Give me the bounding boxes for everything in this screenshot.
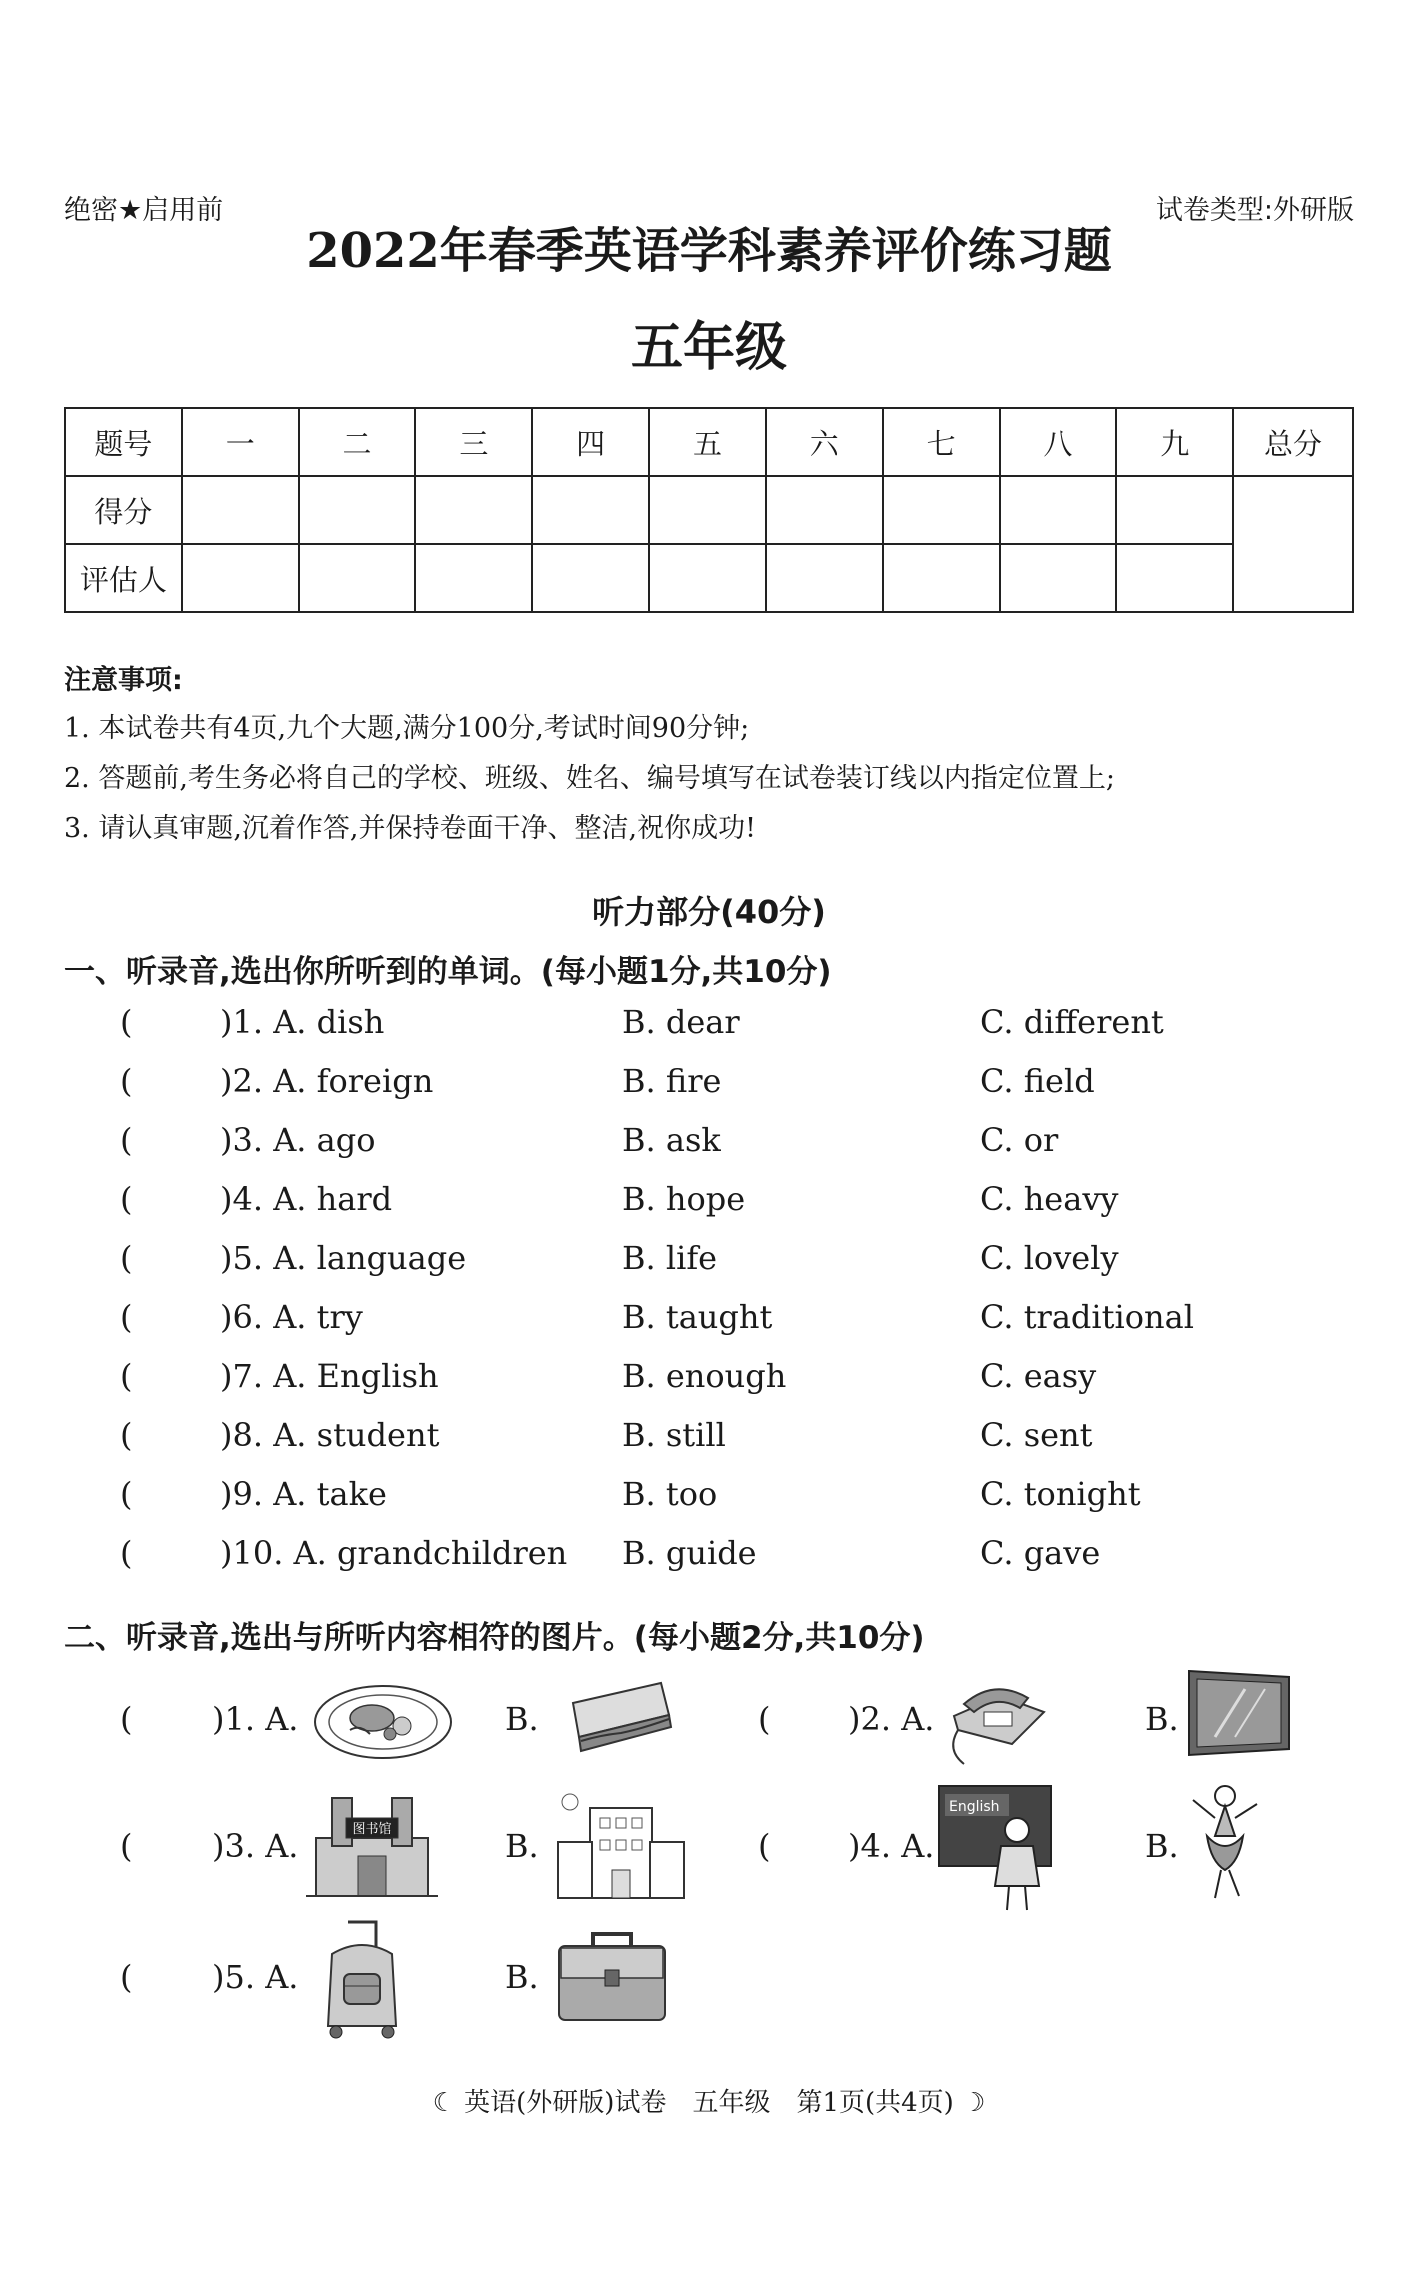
column-header: 三 bbox=[415, 408, 532, 476]
answer-blank[interactable]: ( bbox=[120, 1958, 133, 1996]
listening-part-title: 听力部分(40分) bbox=[592, 893, 826, 931]
option-a: )4. A. hard bbox=[220, 1180, 393, 1218]
answer-blank[interactable]: ( bbox=[120, 1475, 133, 1513]
assessor-row bbox=[65, 544, 1353, 612]
assessor-cell bbox=[415, 544, 532, 612]
food-plate-icon[interactable] bbox=[312, 1680, 454, 1762]
assessor-cell bbox=[766, 544, 883, 612]
assessor-cell bbox=[883, 544, 1000, 612]
question-row bbox=[0, 1534, 1418, 1584]
option-c: C. heavy bbox=[980, 1180, 1119, 1218]
television-icon[interactable] bbox=[1185, 1667, 1293, 1759]
answer-blank[interactable]: ( bbox=[120, 1357, 133, 1395]
option-a: )1. A. dish bbox=[220, 1003, 385, 1041]
grade-title: 五年级 bbox=[630, 317, 787, 378]
footer-ornament-icon: ☾ bbox=[432, 2088, 456, 2118]
option-b: B. life bbox=[622, 1239, 718, 1277]
briefcase-icon[interactable] bbox=[555, 1926, 669, 2024]
row-label: 题号 bbox=[65, 408, 182, 476]
note-item: 1. 本试卷共有4页,九个大题,满分100分,考试时间90分钟; bbox=[64, 713, 750, 744]
column-header: 八 bbox=[1000, 408, 1117, 476]
score-cell bbox=[182, 476, 299, 544]
option-b-label: B. bbox=[1145, 1700, 1179, 1738]
assessor-cell bbox=[649, 544, 766, 612]
option-b: B. enough bbox=[622, 1357, 787, 1395]
answer-blank[interactable]: ( bbox=[120, 1416, 133, 1454]
score-cell bbox=[415, 476, 532, 544]
option-a: )5. A. language bbox=[220, 1239, 467, 1277]
score-cell bbox=[532, 476, 649, 544]
question-label: )5. A. bbox=[212, 1958, 299, 1996]
row-label: 得分 bbox=[65, 476, 182, 544]
score-cell bbox=[883, 476, 1000, 544]
question-row bbox=[0, 1475, 1418, 1525]
option-b: B. taught bbox=[622, 1298, 773, 1336]
section2-title: 二、听录音,选出与所听内容相符的图片。(每小题2分,共10分) bbox=[64, 1620, 925, 1656]
paper-type-label: 试卷类型:外研版 bbox=[1155, 195, 1354, 226]
answer-blank[interactable]: ( bbox=[758, 1827, 771, 1865]
option-a: )2. A. foreign bbox=[220, 1062, 434, 1100]
assessor-cell bbox=[299, 544, 416, 612]
option-b: B. hope bbox=[622, 1180, 746, 1218]
option-c: C. field bbox=[980, 1062, 1095, 1100]
english-teacher-icon[interactable] bbox=[935, 1782, 1055, 1914]
score-cell bbox=[299, 476, 416, 544]
school-building-icon[interactable] bbox=[550, 1788, 692, 1906]
option-b-label: B. bbox=[1145, 1827, 1179, 1865]
column-header: 总分 bbox=[1233, 408, 1353, 476]
answer-blank[interactable]: ( bbox=[120, 1121, 133, 1159]
telephone-icon[interactable] bbox=[940, 1672, 1052, 1772]
score-table-header-row bbox=[65, 408, 1353, 476]
question-row bbox=[0, 1298, 1418, 1348]
question-label: )2. A. bbox=[848, 1700, 935, 1738]
option-c: C. easy bbox=[980, 1357, 1097, 1395]
note-item: 3. 请认真审题,沉着作答,并保持卷面干净、整洁,祝你成功! bbox=[64, 813, 756, 844]
question-row bbox=[0, 1121, 1418, 1171]
option-c: C. different bbox=[980, 1003, 1164, 1041]
column-header: 六 bbox=[766, 408, 883, 476]
board-text: English bbox=[949, 1799, 1000, 1815]
sandwich-icon[interactable] bbox=[565, 1675, 677, 1767]
option-b-label: B. bbox=[505, 1958, 539, 1996]
question-label: )4. A. bbox=[848, 1827, 935, 1865]
library-icon[interactable] bbox=[302, 1790, 442, 1902]
option-a: )9. A. take bbox=[220, 1475, 387, 1513]
option-b: B. too bbox=[622, 1475, 718, 1513]
answer-blank[interactable]: ( bbox=[120, 1534, 133, 1572]
option-c: C. traditional bbox=[980, 1298, 1194, 1336]
exam-title: 2022年春季英语学科素养评价练习题 bbox=[306, 223, 1112, 279]
question-row bbox=[0, 1180, 1418, 1230]
option-c: C. or bbox=[980, 1121, 1059, 1159]
answer-blank[interactable]: ( bbox=[120, 1003, 133, 1041]
answer-blank[interactable]: ( bbox=[120, 1298, 133, 1336]
assessor-cell bbox=[1000, 544, 1117, 612]
footer-ornament-icon: ☽ bbox=[962, 2088, 986, 2118]
column-header: 五 bbox=[649, 408, 766, 476]
option-b: B. dear bbox=[622, 1003, 740, 1041]
answer-blank[interactable]: ( bbox=[120, 1700, 133, 1738]
question-label: )1. A. bbox=[212, 1700, 299, 1738]
assessor-cell bbox=[182, 544, 299, 612]
option-b: B. ask bbox=[622, 1121, 721, 1159]
page-footer bbox=[0, 2082, 1418, 2119]
score-cell bbox=[766, 476, 883, 544]
option-b: B. fire bbox=[622, 1062, 722, 1100]
option-a: )3. A. ago bbox=[220, 1121, 376, 1159]
option-b-label: B. bbox=[505, 1827, 539, 1865]
score-cell bbox=[649, 476, 766, 544]
assessor-cell bbox=[532, 544, 649, 612]
rolling-backpack-icon[interactable] bbox=[318, 1918, 406, 2040]
answer-blank[interactable]: ( bbox=[120, 1180, 133, 1218]
option-a: )10. A. grandchildren bbox=[220, 1534, 568, 1572]
answer-blank[interactable]: ( bbox=[120, 1827, 133, 1865]
question-label: )3. A. bbox=[212, 1827, 299, 1865]
score-row bbox=[65, 476, 1353, 544]
question-row bbox=[0, 1239, 1418, 1289]
column-header: 一 bbox=[182, 408, 299, 476]
assessor-cell bbox=[1116, 544, 1233, 612]
option-c: C. sent bbox=[980, 1416, 1093, 1454]
option-c: C. tonight bbox=[980, 1475, 1141, 1513]
question-row bbox=[0, 1003, 1418, 1053]
score-cell bbox=[1116, 476, 1233, 544]
column-header: 九 bbox=[1116, 408, 1233, 476]
dancer-icon[interactable] bbox=[1185, 1780, 1265, 1902]
library-sign-text: 图书馆 bbox=[352, 1822, 392, 1837]
column-header: 四 bbox=[532, 408, 649, 476]
option-b-label: B. bbox=[505, 1700, 539, 1738]
option-b: B. still bbox=[622, 1416, 726, 1454]
option-c: C. gave bbox=[980, 1534, 1101, 1572]
score-cell bbox=[1000, 476, 1117, 544]
question-row bbox=[0, 1357, 1418, 1407]
option-a: )7. A. English bbox=[220, 1357, 439, 1395]
note-item: 2. 答题前,考生务必将自己的学校、班级、姓名、编号填写在试卷装订线以内指定位置上; bbox=[64, 763, 1116, 794]
notes-heading: 注意事项: bbox=[64, 665, 183, 696]
answer-blank[interactable]: ( bbox=[120, 1239, 133, 1277]
footer-text: 英语(外研版)试卷 五年级 第1页(共4页) bbox=[464, 2088, 954, 2118]
column-header: 二 bbox=[299, 408, 416, 476]
confidential-label: 绝密★启用前 bbox=[64, 195, 224, 226]
option-c: C. lovely bbox=[980, 1239, 1119, 1277]
answer-blank[interactable]: ( bbox=[758, 1700, 771, 1738]
score-table bbox=[64, 407, 1354, 613]
section1-title: 一、听录音,选出你所听到的单词。(每小题1分,共10分) bbox=[64, 954, 832, 990]
question-row bbox=[0, 1416, 1418, 1466]
total-score-cell bbox=[1233, 476, 1353, 612]
option-a: )6. A. try bbox=[220, 1298, 363, 1336]
question-row bbox=[0, 1062, 1418, 1112]
option-b: B. guide bbox=[622, 1534, 757, 1572]
column-header: 七 bbox=[883, 408, 1000, 476]
row-label: 评估人 bbox=[65, 544, 182, 612]
answer-blank[interactable]: ( bbox=[120, 1062, 133, 1100]
option-a: )8. A. student bbox=[220, 1416, 440, 1454]
